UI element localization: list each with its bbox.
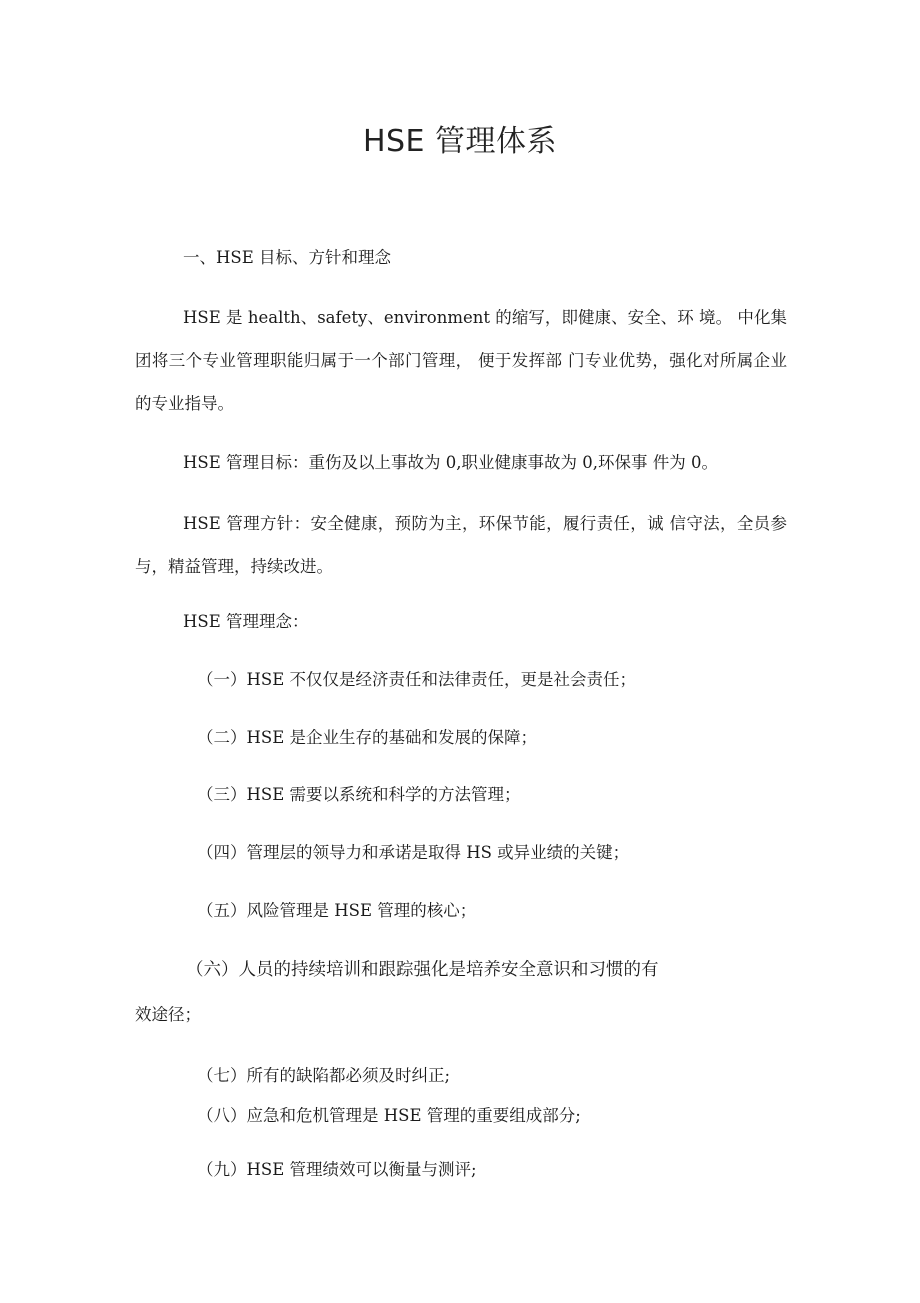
philosophy-item: （五）风险管理是 HSE 管理的核心； <box>197 901 477 920</box>
philosophy-item: （一）HSE 不仅仅是经济责任和法律责任，更是社会责任； <box>197 670 636 689</box>
philosophy-item: （九）HSE 管理绩效可以衡量与测评; <box>197 1160 477 1179</box>
philosophy-item: （八）应急和危机管理是 HSE 管理的重要组成部分; <box>197 1106 581 1125</box>
intro-paragraph: HSE 是 health、safety、environment 的缩写，即健康、安全、环 境。 中化集团将三个专业管理职能归属于一个部门管理， 便于发挥部 门专业优势，强化对所属企业的专业指导。 <box>135 308 787 413</box>
philosophy-item: （三）HSE 需要以系统和科学的方法管理； <box>197 785 521 804</box>
philosophy-item: （六）人员的持续培训和跟踪强化是培养安全意识和习惯的有 <box>186 960 659 980</box>
philosophy-item: （二）HSE 是企业生存的基础和发展的保障； <box>197 728 537 747</box>
philosophy-item-continuation: 效途径； <box>135 1005 201 1024</box>
philosophy-item: （七）所有的缺陷都必须及时纠正; <box>197 1066 451 1085</box>
management-policy: HSE 管理方针：安全健康，预防为主，环保节能，履行责任，诚 信守法，全员参与，精益管理，持续改进。 <box>135 514 787 576</box>
philosophy-item: （四）管理层的领导力和承诺是取得 HS 或异业绩的关键； <box>197 843 630 862</box>
philosophy-label: HSE 管理理念： <box>183 612 309 631</box>
management-goal: HSE 管理目标：重伤及以上事故为 0,职业健康事故为 0,环保事 件为 0。 <box>183 453 718 472</box>
document-title: HSE 管理体系 <box>362 124 558 159</box>
section-heading: 一、HSE 目标、方针和理念 <box>183 248 391 267</box>
